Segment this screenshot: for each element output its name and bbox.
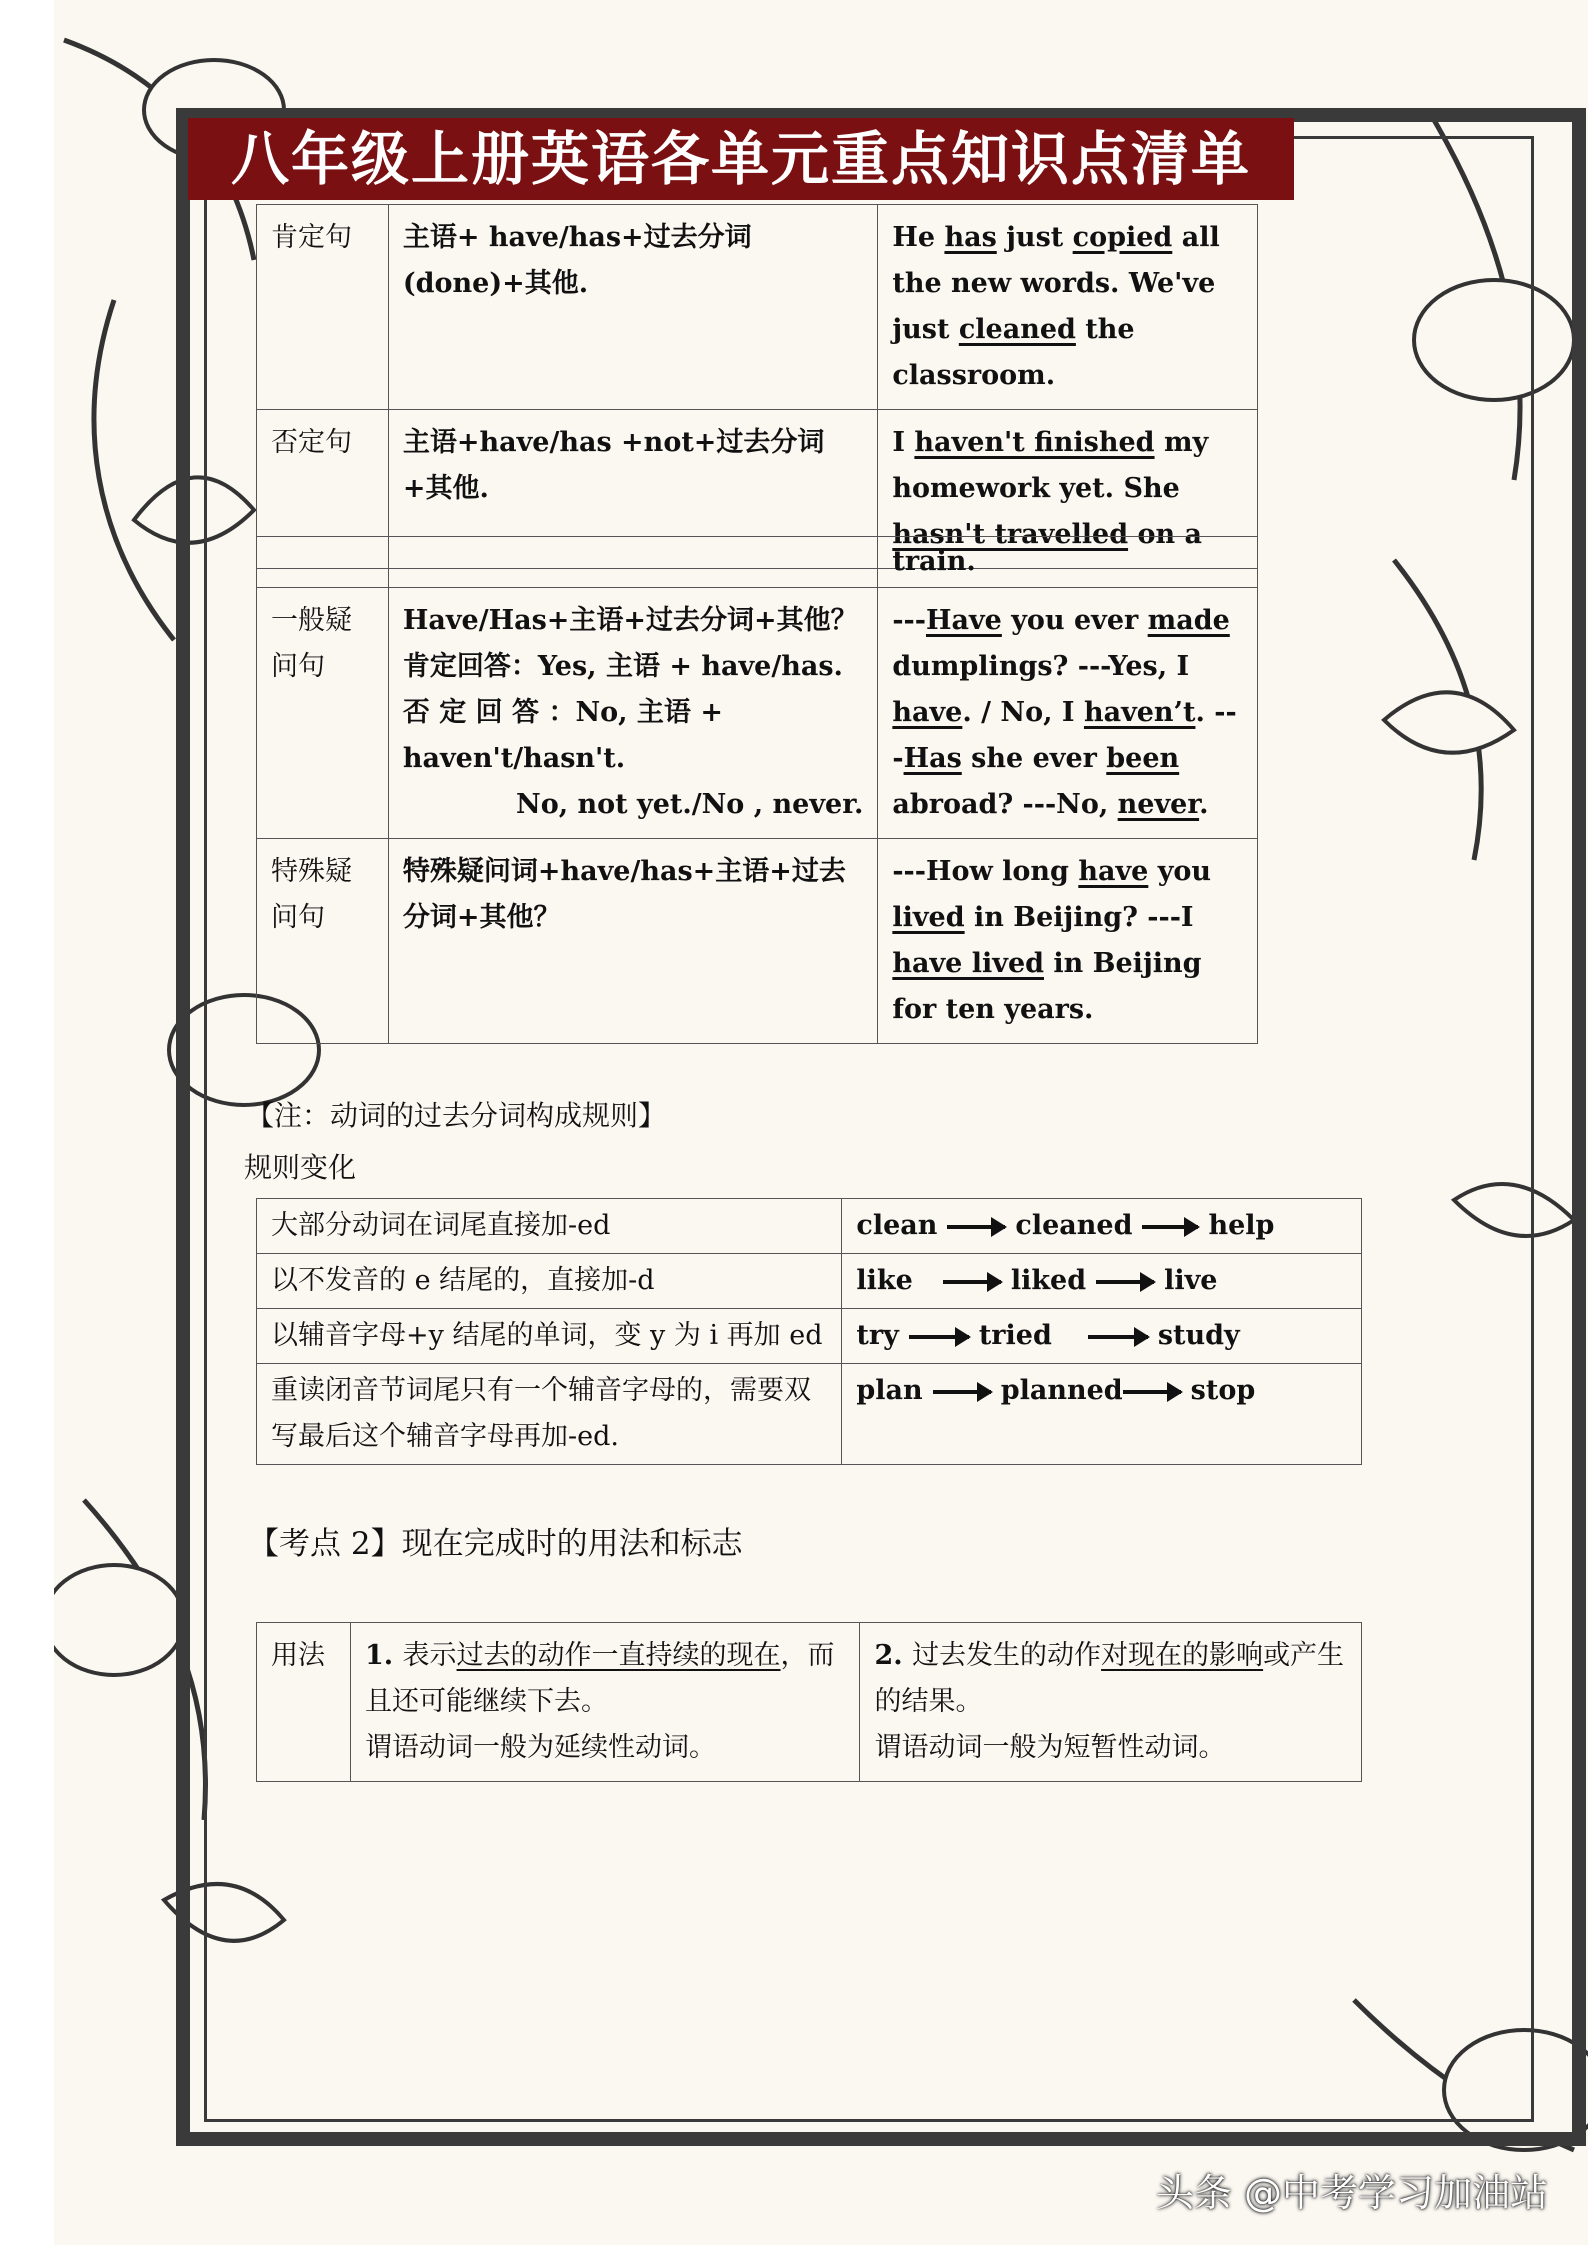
rule-example: plan planned stop — [842, 1364, 1362, 1465]
table-row — [257, 205, 1258, 410]
arrow-icon — [909, 1335, 969, 1339]
example-cell: I haven't finished my homework yet. She hasn't travelled on a — [878, 410, 1258, 569]
grammar-table-1 — [256, 204, 1258, 569]
sentence-type: 否定句 — [257, 410, 389, 569]
table-row — [257, 1254, 1362, 1309]
example-cell: ---Have you ever made dumplings? ---Yes, I have. / No, I haven’t. ---Has she ever been abroad? ---No, never. — [878, 588, 1258, 839]
table-row — [257, 839, 1258, 1044]
note-subheading: 规则变化 — [244, 1151, 357, 1184]
sentence-type: 一般疑问句 — [257, 588, 389, 839]
structure-cell: Have/Has+主语+过去分词+其他？ 肯定回答：Yes, 主语 + have/has. 否 定 回 答 ：No, 主语 + haven't/hasn't. No, not yet./No , never. — [388, 588, 878, 839]
rule-text: 以不发音的 e 结尾的，直接加-d — [257, 1254, 842, 1309]
table-row — [257, 1364, 1362, 1465]
rule-text: 重读闭音节词尾只有一个辅音字母的，需要双写最后这个辅音字母再加-ed. — [257, 1364, 842, 1465]
arrow-icon — [1123, 1390, 1181, 1394]
sentence-type: 特殊疑问句 — [257, 839, 389, 1044]
table-row — [257, 1623, 1362, 1782]
example-cell: He has just copied all the new words. We've just cleaned the classroom. — [878, 205, 1258, 410]
rule-example: like liked live — [842, 1254, 1362, 1309]
table-row — [257, 1309, 1362, 1364]
sentence-type: 肯定句 — [257, 205, 389, 410]
structure-cell: 主语+have/has +not+过去分词+其他. — [388, 410, 877, 569]
structure-cell: 特殊疑问词+have/has+主语+过去分词+其他？ — [388, 839, 878, 1044]
arrow-icon — [1088, 1335, 1148, 1339]
table-row — [257, 588, 1258, 839]
example-continuation: train. — [878, 537, 1258, 588]
section-heading: 【考点 2】现在完成时的用法和标志 — [248, 1526, 743, 1562]
rule-text: 大部分动词在词尾直接加-ed — [257, 1199, 842, 1254]
arrow-icon — [933, 1390, 991, 1394]
usage-point-1: 1. 表示过去的动作一直持续的现在，而且还可能继续下去。 谓语动词一般为延续性动词。 — [350, 1623, 860, 1782]
rule-text: 以辅音字母+y 结尾的单词，变 y 为 i 再加 ed — [257, 1309, 842, 1364]
arrow-icon — [1142, 1225, 1198, 1229]
note-heading: 【注：动词的过去分词构成规则】 — [246, 1099, 667, 1132]
example-cell: ---How long have you lived in Beijing? ---I have lived in Beijing for ten years. — [878, 839, 1258, 1044]
watermark: 头条 @中考学习加油站 — [1155, 2171, 1548, 2215]
usage-label: 用法 — [257, 1623, 351, 1782]
usage-point-2: 2. 过去发生的动作对现在的影响或产生的结果。 谓语动词一般为短暂性动词。 — [860, 1623, 1362, 1782]
structure-cell: 主语+ have/has+过去分词(done)+其他. — [388, 205, 877, 410]
table-row — [257, 537, 1258, 588]
table-row — [257, 1199, 1362, 1254]
rule-example: clean cleaned help — [842, 1199, 1362, 1254]
arrow-icon — [943, 1280, 1001, 1284]
past-participle-rules-table — [256, 1198, 1362, 1465]
grammar-table-2 — [256, 536, 1258, 1044]
arrow-icon — [1096, 1280, 1154, 1284]
usage-table — [256, 1622, 1362, 1782]
rule-example: try tried study — [842, 1309, 1362, 1364]
page-title: 八年级上册英语各单元重点知识点清单 — [188, 118, 1294, 200]
arrow-icon — [947, 1225, 1005, 1229]
